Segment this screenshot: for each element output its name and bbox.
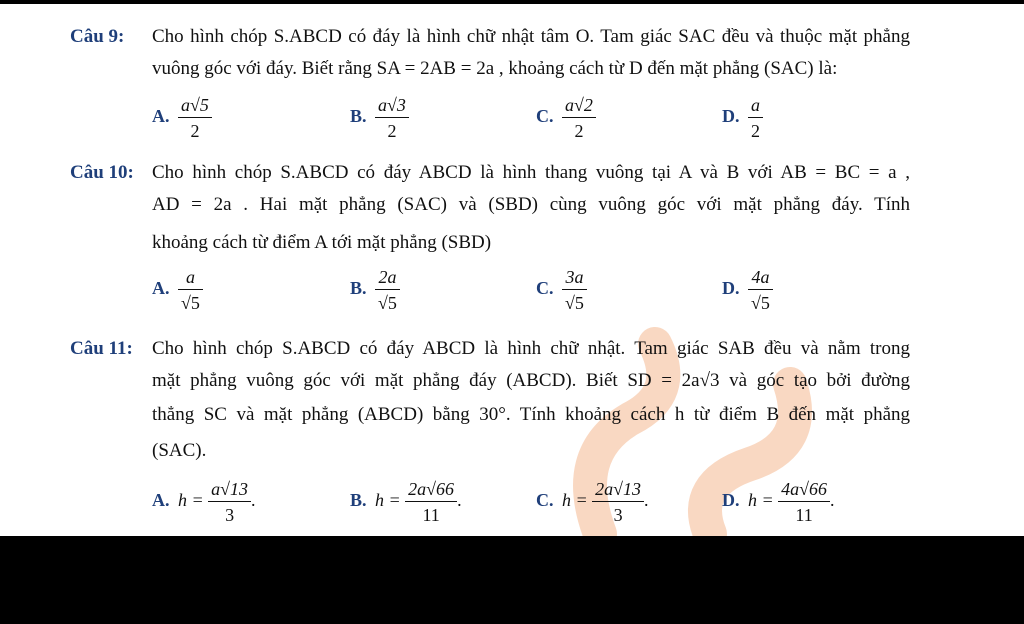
option-key: A. xyxy=(152,490,170,511)
q11-line-4: (SAC). xyxy=(152,440,207,461)
q9-option-c[interactable] xyxy=(536,94,596,142)
fraction: $\frac{4a√66}{11}$ xyxy=(778,478,830,526)
option-key: B. xyxy=(350,490,367,511)
q11-label: Câu 11: xyxy=(70,338,133,359)
q9-option-d[interactable] xyxy=(722,94,763,142)
fraction: $\frac{2a}{√5}$ xyxy=(375,266,400,314)
fraction: $\frac{a√13}{3}$ xyxy=(208,478,251,526)
option-key: D. xyxy=(722,490,740,511)
fraction: $\frac{4a}{√5}$ xyxy=(748,266,773,314)
option-suffix: . xyxy=(251,490,256,511)
fraction: $\frac{a}{2}$ xyxy=(748,94,763,142)
q9-option-a[interactable] xyxy=(152,94,212,142)
q10-option-a[interactable] xyxy=(152,266,203,314)
q10-line-2: AD = 2a . Hai mặt phẳng (SAC) và (SBD) cùng vuông góc với mặt phẳng đáy. Tính xyxy=(152,194,910,215)
option-key: A. xyxy=(152,278,170,299)
q9-line-2: vuông góc với đáy. Biết rằng SA = 2AB = 2a , khoảng cách từ D đến mặt phẳng (SAC) là: xyxy=(152,58,838,79)
document-page xyxy=(0,4,1024,536)
option-key: D. xyxy=(722,278,740,299)
option-prefix: h = xyxy=(178,490,204,511)
fraction: $\frac{3a}{√5}$ xyxy=(562,266,587,314)
option-suffix: . xyxy=(644,490,649,511)
q10-line-3: khoảng cách từ điểm A tới mặt phẳng (SBD) xyxy=(152,232,492,253)
q11-line-1: Cho hình chóp S.ABCD có đáy ABCD là hình chữ nhật. Tam giác SAB đều và nằm trong xyxy=(152,338,910,359)
fraction: $\frac{2a√66}{11}$ xyxy=(405,478,457,526)
fraction: $\frac{a√5}{2}$ xyxy=(178,94,212,142)
option-prefix: h = xyxy=(562,490,588,511)
q9-label: Câu 9: xyxy=(70,26,125,47)
q10-option-c[interactable] xyxy=(536,266,587,314)
option-key: B. xyxy=(350,278,367,299)
q11-option-b[interactable] xyxy=(350,478,462,526)
q10-label: Câu 10: xyxy=(70,162,134,183)
option-suffix: . xyxy=(830,490,835,511)
fraction: $\frac{2a√13}{3}$ xyxy=(592,478,644,526)
q11-option-c[interactable] xyxy=(536,478,649,526)
q10-option-d[interactable] xyxy=(722,266,773,314)
fraction: $\frac{a√2}{2}$ xyxy=(562,94,596,142)
option-key: A. xyxy=(152,106,170,127)
option-prefix: h = xyxy=(748,490,774,511)
option-key: C. xyxy=(536,106,554,127)
q10-line-1: Cho hình chóp S.ABCD có đáy ABCD là hình thang vuông tại A và B với AB = BC = a , xyxy=(152,162,910,183)
q9-option-b[interactable] xyxy=(350,94,409,142)
option-key: C. xyxy=(536,490,554,511)
option-key: B. xyxy=(350,106,367,127)
option-key: C. xyxy=(536,278,554,299)
fraction: $\frac{a}{√5}$ xyxy=(178,266,203,314)
q11-option-a[interactable] xyxy=(152,478,256,526)
option-key: D. xyxy=(722,106,740,127)
q9-line-1: Cho hình chóp S.ABCD có đáy là hình chữ nhật tâm O. Tam giác SAC đều và thuộc mặt phẳng xyxy=(152,26,910,47)
q10-option-b[interactable] xyxy=(350,266,400,314)
fraction: $\frac{a√3}{2}$ xyxy=(375,94,409,142)
option-prefix: h = xyxy=(375,490,401,511)
q11-line-3: thẳng SC và mặt phẳng (ABCD) bằng 30°. Tính khoảng cách h từ điểm B đến mặt phẳng xyxy=(152,404,910,425)
q11-line-2: mặt phẳng vuông góc với mặt phẳng đáy (ABCD). Biết SD = 2a√3 và góc tạo bởi đường xyxy=(152,370,910,391)
q11-option-d[interactable] xyxy=(722,478,835,526)
option-suffix: . xyxy=(457,490,462,511)
